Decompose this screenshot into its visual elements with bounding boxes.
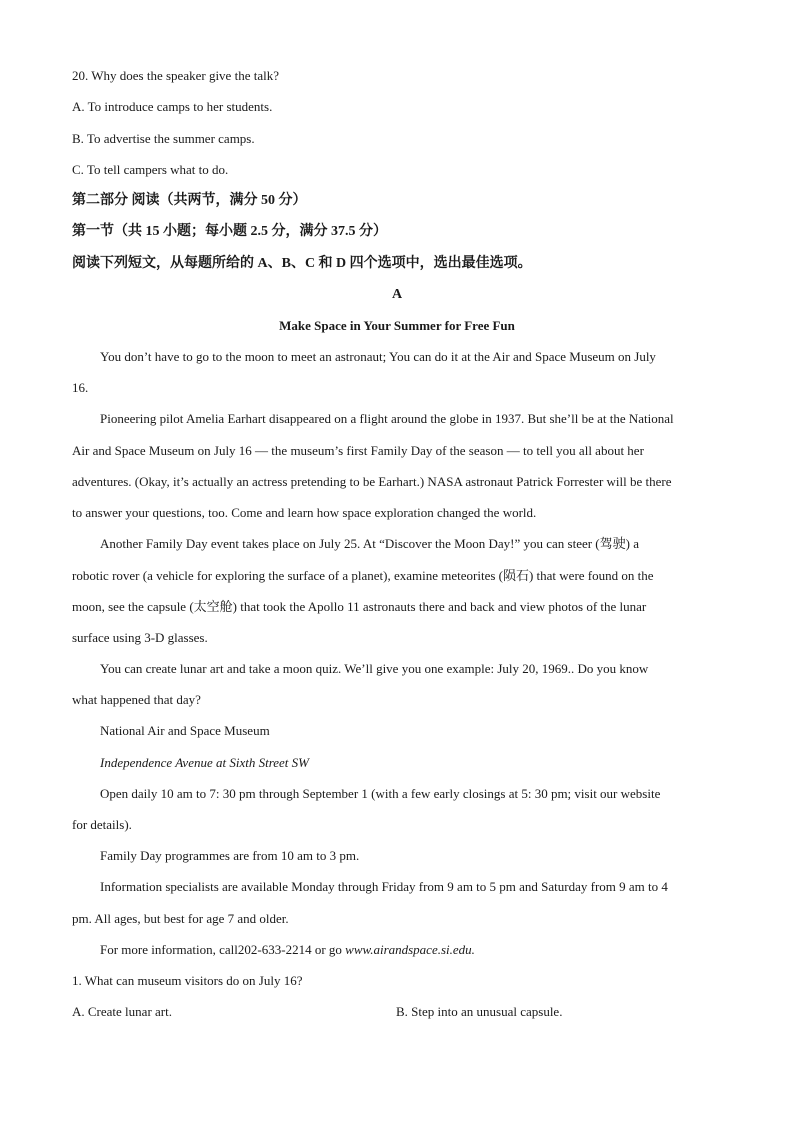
passage-line: You can create lunar art and take a moon quiz. We’ll give you one example: July 20, 1969.. Do you know <box>100 661 649 676</box>
website-link: www.airandspace.si.edu. <box>345 942 475 957</box>
passage-line: You don’t have to go to the moon to meet an astronaut; You can do it at the Air and Space Museum on July <box>100 349 656 364</box>
contact-info <box>100 942 722 958</box>
family-day-hours: Family Day programmes are from 10 am to 3 pm. <box>100 848 360 863</box>
passage-line: Pioneering pilot Amelia Earhart disappeared on a flight around the globe in 1937. But she’ll be at the National <box>100 411 674 426</box>
part-two-heading: 第二部分 阅读（共两节，满分 50 分） <box>72 193 307 208</box>
passage-line: what happened that day? <box>72 692 201 707</box>
museum-address: Independence Avenue at Sixth Street SW <box>100 755 310 770</box>
question-1-option-a: A. Create lunar art. <box>72 1004 172 1019</box>
question-20-stem: 20. Why does the speaker give the talk? <box>72 68 279 83</box>
question-1-stem: 1. What can museum visitors do on July 16? <box>72 973 303 988</box>
contact-prefix: For more information, call202-633-2214 or go <box>100 942 346 957</box>
passage-line: Another Family Day event takes place on July 25. At “Discover the Moon Day!” you can steer (驾驶) a <box>100 536 639 551</box>
information-specialists: Information specialists are available Monday through Friday from 9 am to 5 pm and Saturday from 9 am to 4 <box>100 879 668 894</box>
passage-line: pm. All ages, but best for age 7 and older. <box>72 911 289 926</box>
passage-line: adventures. (Okay, it’s actually an actress pretending to be Earhart.) NASA astronaut Patrick Forrester will be there <box>72 474 672 489</box>
passage-line: to answer your questions, too. Come and learn how space exploration changed the world. <box>72 505 537 520</box>
section-one-heading: 第一节（共 15 小题；每小题 2.5 分，满分 37.5 分） <box>72 224 387 239</box>
passage-title: Make Space in Your Summer for Free Fun <box>279 318 515 333</box>
question-20-option-b: B. To advertise the summer camps. <box>72 131 255 146</box>
question-20-option-a: A. To introduce camps to her students. <box>72 99 273 114</box>
passage-line: robotic rover (a vehicle for exploring the surface of a planet), examine meteorites (陨石) that were found on the <box>72 568 654 583</box>
passage-line: 16. <box>72 380 89 395</box>
opening-hours: Open daily 10 am to 7: 30 pm through September 1 (with a few early closings at 5: 30 pm; visit our website <box>100 786 661 801</box>
question-1-option-b: B. Step into an unusual capsule. <box>396 1004 563 1019</box>
reading-instruction: 阅读下列短文，从每题所给的 A、B、C 和 D 四个选项中，选出最佳选项。 <box>72 256 532 271</box>
museum-name: National Air and Space Museum <box>100 723 270 738</box>
passage-line: moon, see the capsule (太空舱) that took the Apollo 11 astronauts there and back and view photos of the lunar <box>72 599 647 614</box>
passage-line: surface using 3-D glasses. <box>72 630 208 645</box>
question-20-option-c: C. To tell campers what to do. <box>72 162 229 177</box>
passage-line: Air and Space Museum on July 16 — the museum’s first Family Day of the season — to tell you all about her <box>72 443 644 458</box>
passage-line: for details). <box>72 817 132 832</box>
passage-letter: A <box>391 287 403 302</box>
